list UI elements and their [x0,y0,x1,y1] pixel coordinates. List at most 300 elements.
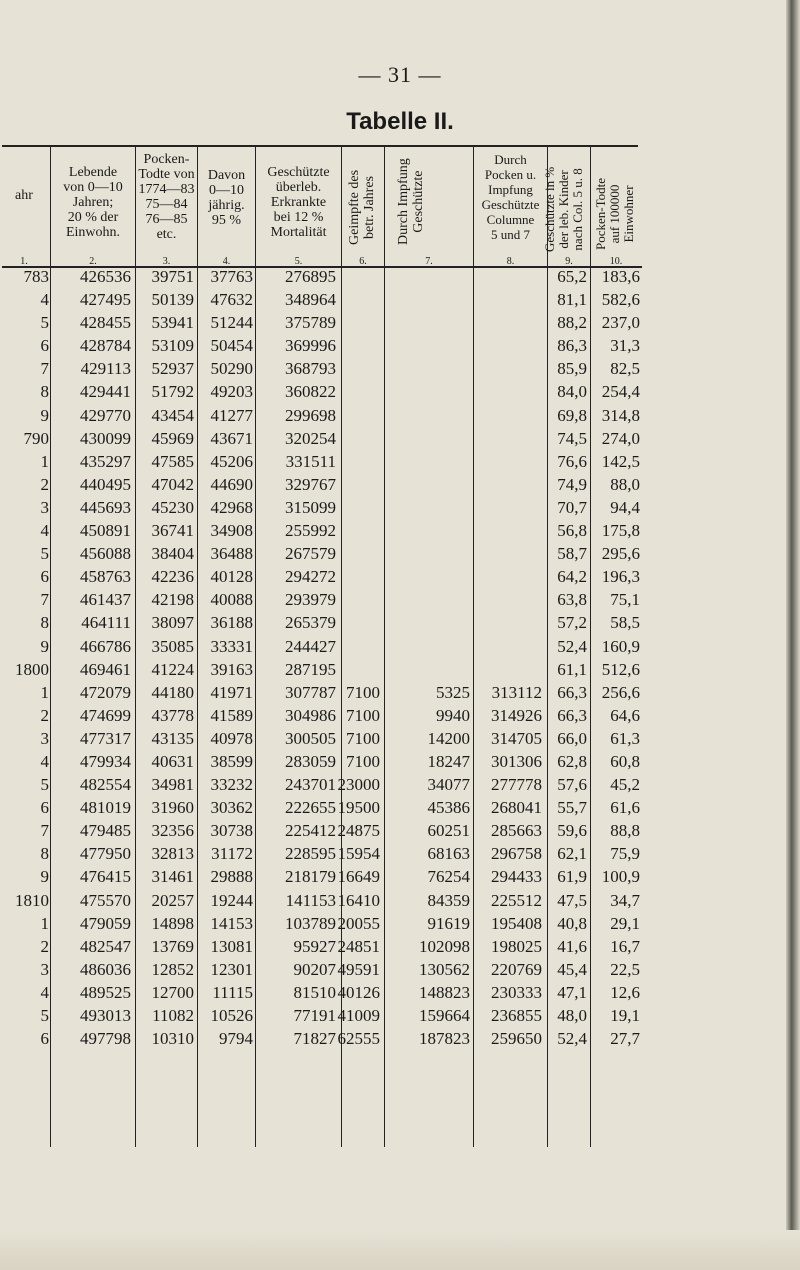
table-cell: 429770 [80,405,131,425]
table-cell: 48,0 [557,1006,587,1025]
table-cell: 458763 [80,567,131,587]
table-row [0,288,800,311]
table-cell: 49591 [337,959,380,979]
year-cell: 6 [40,798,49,818]
table-cell: 482547 [80,936,131,956]
table-cell: 84,0 [557,382,587,402]
table-cell: 40978 [210,728,253,748]
table-cell: 90207 [293,959,336,979]
table-cell: 52,4 [557,636,587,656]
table-row [0,380,800,403]
year-cell: 8 [40,613,49,633]
table-cell: 493013 [80,1006,131,1025]
table-cell: 43671 [210,428,253,448]
table-row [0,842,800,865]
table-cell: 450891 [80,521,131,541]
header-under-ten: Davon 0—10 jährig. 95 % [207,168,246,228]
table-cell: 276895 [285,267,336,286]
table-cell: 22,5 [610,959,640,979]
table-cell: 479485 [80,821,131,841]
table-cell: 225412 [285,821,336,841]
table-cell: 85,9 [557,359,587,379]
table-cell: 294272 [285,567,336,587]
table-cell: 295,6 [601,544,640,564]
table-cell: 142,5 [601,451,640,471]
table-cell: 12852 [151,959,194,979]
table-cell: 195408 [491,913,542,933]
table-cell: 23000 [337,775,380,795]
table-cell: 29888 [210,867,253,887]
table-row [0,334,800,357]
table-cell: 255992 [285,521,336,541]
table-cell: 41589 [210,705,253,725]
table-cell: 475570 [80,890,131,910]
table-cell: 476415 [80,867,131,887]
table-cell: 237,0 [601,313,640,333]
table-cell: 130562 [419,959,470,979]
table-cell: 47,5 [557,890,587,910]
table-cell: 45,2 [610,775,640,795]
table-cell: 369996 [285,336,336,356]
table-cell: 62555 [337,1029,380,1049]
table-cell: 88,2 [557,313,587,333]
header-percent-protected: Geschützte in % der leb. Kinder nach Col. 5 u. 8 [542,166,585,252]
table-cell: 7100 [346,682,380,702]
table-cell: 33331 [210,636,253,656]
table-cell: 440495 [80,474,131,494]
table-cell: 11115 [212,982,253,1002]
table-cell: 19244 [210,890,253,910]
table-cell: 148823 [419,982,470,1002]
table-cell: 84359 [427,890,470,910]
table-cell: 75,9 [610,844,640,864]
table-cell: 31960 [151,798,194,818]
table-cell: 34908 [210,521,253,541]
table-cell: 47042 [151,474,194,494]
table-cell: 42236 [151,567,194,587]
table-cell: 53941 [151,313,194,333]
table-cell: 36488 [210,544,253,564]
table-cell: 41224 [151,659,194,679]
year-cell: 2 [40,936,49,956]
table-cell: 68163 [427,844,470,864]
table-cell: 81510 [293,982,336,1002]
table-cell: 16,7 [610,936,640,956]
year-cell: 4 [40,521,49,541]
table-cell: 24851 [337,936,380,956]
table-cell: 38097 [151,613,194,633]
table-row [0,1027,800,1050]
table-cell: 58,5 [610,613,640,633]
table-cell: 314,8 [601,405,640,425]
table-cell: 61,9 [557,867,587,887]
table-cell: 56,8 [557,521,587,541]
table-cell: 19,1 [610,1006,640,1025]
column-number: 9. [565,256,573,267]
table-cell: 60,8 [610,751,640,771]
year-cell: 4 [40,290,49,310]
table-cell: 31,3 [610,336,640,356]
table-row [0,727,800,750]
column-number: 5. [294,256,303,267]
table-cell: 62,8 [557,751,587,771]
table-cell: 58,7 [557,544,587,564]
table-cell: 100,9 [601,867,640,887]
column-number: 2. [89,256,97,267]
table-cell: 7100 [346,751,380,771]
table-cell: 474699 [80,705,131,725]
table-cell: 74,9 [557,474,587,494]
table-cell: 304986 [285,705,336,725]
table-row [0,588,800,611]
table-cell: 69,8 [557,405,587,425]
year-cell: 4 [40,982,49,1002]
table-cell: 64,6 [610,705,640,725]
table-cell: 45386 [427,798,470,818]
table-cell: 299698 [285,405,336,425]
table-cell: 426536 [80,267,131,286]
table-cell: 52937 [151,359,194,379]
table-row [0,819,800,842]
table-cell: 91619 [427,913,470,933]
table-cell: 486036 [80,959,131,979]
table-cell: 36741 [151,521,194,541]
table-cell: 59,6 [557,821,587,841]
table-cell: 429113 [80,359,131,379]
table-cell: 7100 [346,728,380,748]
table-cell: 230333 [491,982,542,1002]
table-cell: 7100 [346,705,380,725]
header-total-protected: Durch Pocken u. Impfung Geschützte Columne 5 und 7 [481,152,540,242]
table-cell: 95927 [293,936,336,956]
table-cell: 74,5 [557,428,587,448]
header-deaths-per-100000: Pocken-Todte auf 100000 Einwohner [593,177,636,250]
column-number: 1. [20,256,28,267]
year-cell: 1 [40,913,49,933]
table-cell: 12,6 [610,982,640,1002]
table-cell: 456088 [80,544,131,564]
table-cell: 348964 [285,290,336,310]
table-cell: 30362 [210,798,253,818]
table-cell: 61,6 [610,798,640,818]
table-cell: 489525 [80,982,131,1002]
year-cell: 9 [40,867,49,887]
table-cell: 183,6 [601,267,640,286]
table-cell: 198025 [491,936,542,956]
table-cell: 294433 [491,867,542,887]
table-cell: 20257 [151,890,194,910]
year-cell: 8 [40,844,49,864]
table-cell: 57,6 [557,775,587,795]
table-cell: 52,4 [557,1029,587,1049]
table-cell: 313112 [491,682,542,702]
table-cell: 77191 [293,1006,336,1025]
column-number: 10. [609,256,623,267]
table-cell: 427495 [80,290,131,310]
year-cell: 3 [40,728,49,748]
table-cell: 34981 [151,775,194,795]
year-cell: 7 [40,359,49,379]
table-row [0,265,800,288]
table-row [0,704,800,727]
table-cell: 141153 [285,890,336,910]
column-number: 7. [425,256,433,267]
table-row [0,658,800,681]
table-cell: 41277 [210,405,253,425]
year-cell: 790 [23,428,49,448]
table-cell: 51244 [210,313,253,333]
table-cell: 481019 [80,798,131,818]
table-cell: 51792 [151,382,194,402]
table-row [0,750,800,773]
table-row [0,889,800,912]
year-cell: 2 [40,705,49,725]
column-number: 4. [222,256,231,267]
table-cell: 38599 [210,751,253,771]
table-cell: 66,3 [557,682,587,702]
table-row [0,981,800,1004]
column-number: 6. [359,256,367,267]
table-cell: 39163 [210,659,253,679]
header-living: Lebende von 0—10 Jahren; 20 % der Einwohn. [63,165,123,240]
table-cell: 445693 [80,497,131,517]
table-row [0,773,800,796]
table-cell: 300505 [285,728,336,748]
table-cell: 45230 [151,497,194,517]
table-cell: 40126 [337,982,380,1002]
year-cell: 3 [40,497,49,517]
year-cell: 1810 [15,890,49,910]
table-cell: 314705 [491,728,542,748]
table-cell: 18247 [427,751,470,771]
table-cell: 71827 [293,1029,336,1049]
table-cell: 12700 [151,982,194,1002]
table-cell: 259650 [491,1029,542,1049]
table-row [0,796,800,819]
table-cell: 55,7 [557,798,587,818]
table-cell: 254,4 [601,382,640,402]
table-row [0,935,800,958]
table-cell: 36188 [210,613,253,633]
table-cell: 14200 [427,728,470,748]
table-cell: 429441 [80,382,131,402]
table-cell: 222655 [285,798,336,818]
table-cell: 37763 [210,267,253,286]
table-cell: 512,6 [601,659,640,679]
page-number: — 31 — [358,62,442,87]
header-smallpox-deaths: Pocken- Todte von 1774—83 75—84 76—85 etc. [138,152,195,242]
table-cell: 12301 [210,959,253,979]
year-cell: 8 [40,382,49,402]
year-cell: 6 [40,1029,49,1049]
table-cell: 40088 [210,590,253,610]
table-cell: 175,8 [601,521,640,541]
table-cell: 10310 [151,1029,194,1049]
table-cell: 76,6 [557,451,587,471]
table-cell: 88,0 [610,474,640,494]
table-cell: 225512 [491,890,542,910]
table-cell: 43454 [151,405,194,425]
table-row [0,865,800,888]
table-cell: 469461 [80,659,131,679]
table-cell: 220769 [491,959,542,979]
table-title: Tabelle II. [346,108,454,135]
table-cell: 40,8 [557,913,587,933]
table-row [0,404,800,427]
table-cell: 331511 [285,451,336,471]
year-cell: 9 [40,636,49,656]
table-cell: 65,2 [557,267,587,286]
table-cell: 61,1 [557,659,587,679]
table-cell: 15954 [337,844,380,864]
table-cell: 86,3 [557,336,587,356]
table-cell: 50454 [210,336,253,356]
table-cell: 187823 [419,1029,470,1049]
table-row [0,542,800,565]
table-row [0,473,800,496]
table-cell: 81,1 [557,290,587,310]
table-cell: 53109 [151,336,194,356]
table-cell: 477950 [80,844,131,864]
column-number: 8. [506,256,515,267]
table-cell: 42968 [210,497,253,517]
table-cell: 13769 [151,936,194,956]
table-cell: 268041 [491,798,542,818]
table-row [0,1004,800,1027]
table-cell: 24875 [337,821,380,841]
table-cell: 368793 [285,359,336,379]
table-cell: 285663 [491,821,542,841]
table-cell: 103789 [285,913,336,933]
table-cell: 277778 [491,775,542,795]
table-cell: 482554 [80,775,131,795]
table-cell: 63,8 [557,590,587,610]
header-vaccinated: Geimpfte des betr. Jahres [347,169,377,245]
table-row [0,635,800,658]
table-cell: 35085 [151,636,194,656]
table-cell: 14153 [210,913,253,933]
table-cell: 41009 [337,1006,380,1025]
table-cell: 296758 [491,844,542,864]
table-cell: 228595 [285,844,336,864]
table-cell: 582,6 [601,290,640,310]
table-cell: 44180 [151,682,194,702]
table-cell: 47,1 [557,982,587,1002]
table-cell: 218179 [285,867,336,887]
table-cell: 430099 [80,428,131,448]
table-row [0,357,800,380]
table-cell: 41,6 [557,936,587,956]
table-cell: 256,6 [601,682,640,702]
table-cell: 62,1 [557,844,587,864]
table-cell: 34077 [427,775,470,795]
table-cell: 236855 [491,1006,542,1025]
table-cell: 16649 [337,867,380,887]
table-cell: 479934 [80,751,131,771]
table-cell: 64,2 [557,567,587,587]
table-row [0,681,800,704]
table-cell: 464111 [81,613,131,633]
column-number: 3. [162,256,171,267]
table-cell: 60251 [427,821,470,841]
year-cell: 5 [40,775,49,795]
table-cell: 49203 [210,382,253,402]
table-cell: 88,8 [610,821,640,841]
year-cell: 1800 [15,659,49,679]
year-cell: 3 [40,959,49,979]
table-cell: 461437 [80,590,131,610]
table-cell: 5325 [436,682,470,702]
table-cell: 70,7 [557,497,587,517]
table-cell: 301306 [491,751,542,771]
table-cell: 428455 [80,313,131,333]
table-cell: 82,5 [610,359,640,379]
table-cell: 94,4 [610,497,640,517]
table-row [0,912,800,935]
header-vaccination-protected: Durch Impfung Geschützte [396,158,426,245]
header-protected-survivors: Geschützte überleb. Erkrankte bei 12 % Mortalität [267,165,330,240]
table-cell: 40631 [151,751,194,771]
page-bottom [0,1230,800,1270]
table-cell: 47585 [151,451,194,471]
table-cell: 45969 [151,428,194,448]
table-cell: 360822 [285,382,336,402]
table-cell: 20055 [337,913,380,933]
table-cell: 274,0 [601,428,640,448]
table-cell: 45206 [210,451,253,471]
table-cell: 13081 [210,936,253,956]
year-cell: 5 [40,313,49,333]
table-cell: 47632 [210,290,253,310]
table-cell: 160,9 [601,636,640,656]
table-cell: 307787 [285,682,336,702]
table-cell: 66,3 [557,705,587,725]
table-cell: 14898 [151,913,194,933]
table-cell: 9940 [436,705,470,725]
table-row [0,496,800,519]
year-cell: 1 [40,682,49,702]
table-cell: 11082 [152,1006,194,1025]
table-cell: 66,0 [557,728,587,748]
year-cell: 5 [40,544,49,564]
table-cell: 29,1 [610,913,640,933]
table-cell: 9794 [219,1029,253,1049]
table-cell: 32356 [151,821,194,841]
year-cell: 5 [40,1006,49,1025]
table-cell: 265379 [285,613,336,633]
year-cell: 783 [23,267,49,286]
table-row [0,311,800,334]
year-cell: 6 [40,567,49,587]
table-row [0,565,800,588]
table-cell: 31461 [151,867,194,887]
table-cell: 287195 [285,659,336,679]
table-cell: 283059 [285,751,336,771]
table-cell: 159664 [419,1006,470,1025]
table-cell: 30738 [210,821,253,841]
table-cell: 243701 [285,775,336,795]
table-cell: 45,4 [557,959,587,979]
table-cell: 293979 [285,590,336,610]
table-cell: 50290 [210,359,253,379]
table-body [0,265,800,1050]
table-row [0,611,800,634]
table-cell: 39751 [151,267,194,286]
table-cell: 375789 [285,313,336,333]
table-cell: 50139 [151,290,194,310]
table-cell: 57,2 [557,613,587,633]
table-cell: 76254 [427,867,470,887]
